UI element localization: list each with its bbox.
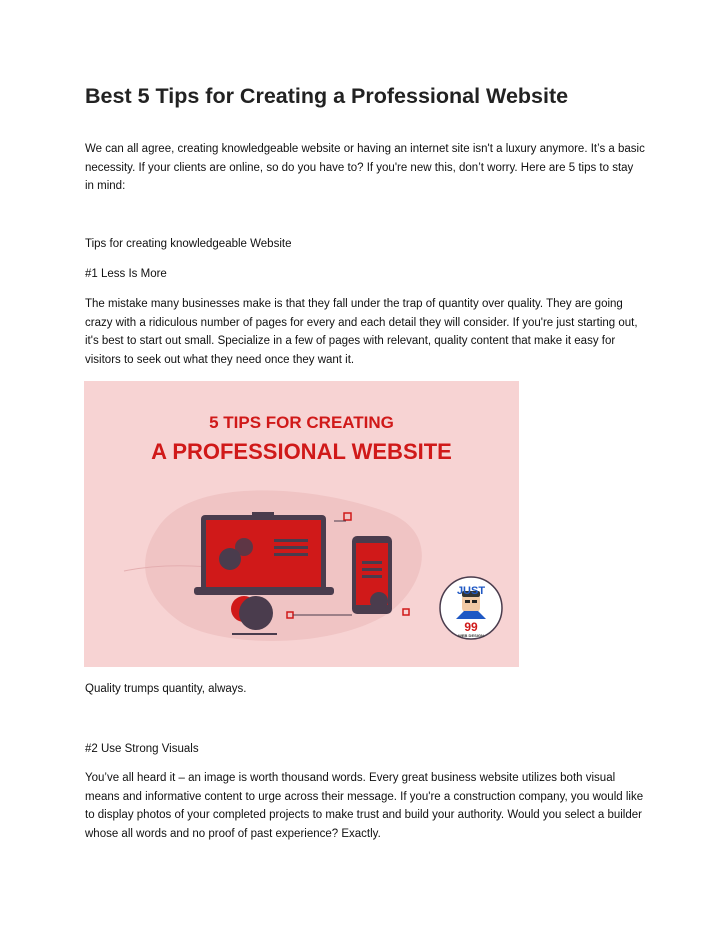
tips-heading: Tips for creating knowledgeable Website: [85, 238, 292, 250]
tip1-body: The mistake many businesses make is that they fall under the trap of quantity over quality. They are going crazy with a ridiculous number of pages for every and each detail they will consider. If you're just starting out, it's best to start out small. Specialize in a few of pages with relevant, quality content that make it easy for visitors to seek out what they need once they want it.: [85, 298, 638, 366]
hero-headline-line2: A PROFESSIONAL WEBSITE: [151, 439, 452, 464]
logo-text-bottom: WEB DESIGN: [458, 633, 484, 638]
logo-text-number: 99: [464, 620, 478, 634]
hero-image: [84, 381, 519, 667]
image-caption: Quality trumps quantity, always.: [85, 683, 247, 695]
hero-headline-line1: 5 TIPS FOR CREATING: [209, 413, 394, 432]
logo-text-top: JUST: [456, 585, 486, 597]
tip2-heading: #2 Use Strong Visuals: [85, 743, 199, 755]
tip1-heading: #1 Less Is More: [85, 268, 167, 280]
article-title: Best 5 Tips for Creating a Professional Website: [85, 84, 569, 108]
intro-paragraph: We can all agree, creating knowledgeable website or having an internet site isn't a luxury anymore. It’s a basic necessity. If your clients are online, so do you have to? If you're new this, don’t worry. Here are 5 tips to stay in mind:: [85, 143, 645, 192]
tip2-body: You’ve all heard it – an image is worth thousand words. Every great business website utilizes both visual means and informative content to urge across their message. If you're a construction company, you would like to display photos of your completed projects to make trust and build your authority. Would you select a builder whose all words and no proof of past experience? Exactly.: [85, 772, 644, 840]
